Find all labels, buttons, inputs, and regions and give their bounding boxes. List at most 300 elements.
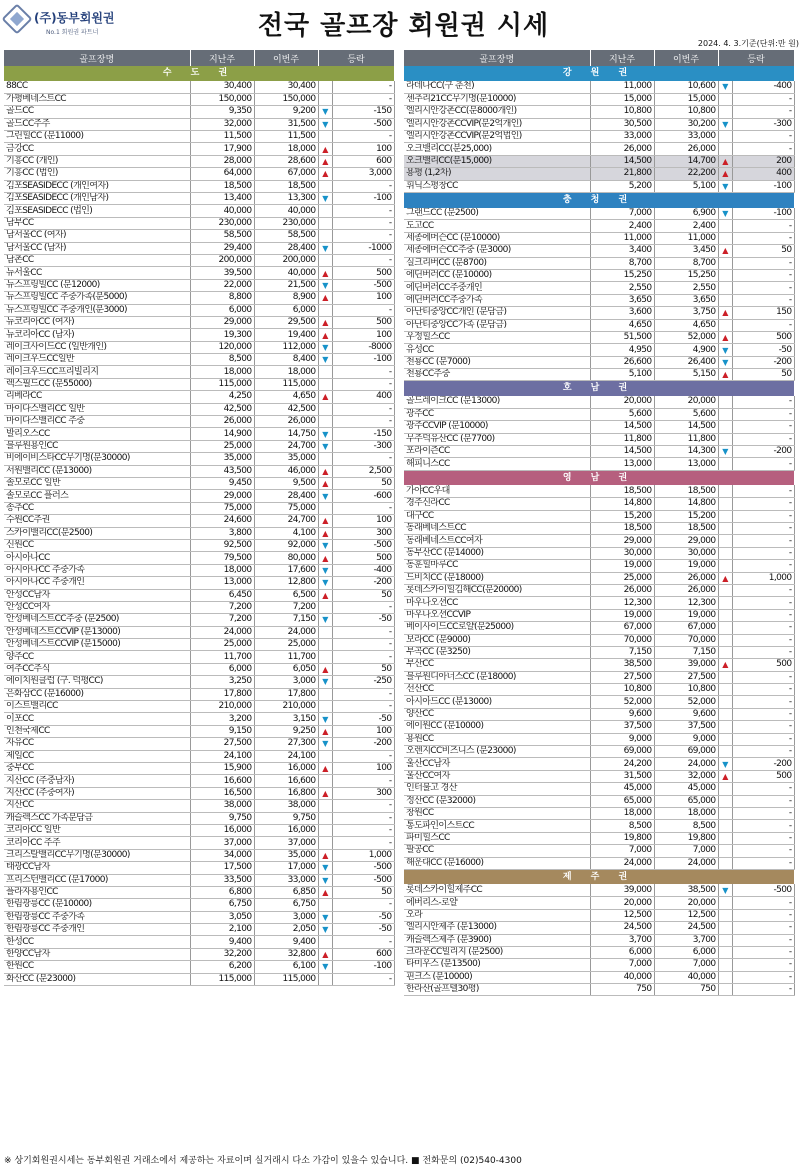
trend-arrow-icon [718,609,732,621]
last-week-price: 18,500 [590,523,654,535]
trend-arrow-icon [718,946,732,958]
club-name: 아난티중앙CC가족 (분담금) [404,319,590,331]
this-week-price: 3,700 [654,934,718,946]
trend-arrow-icon [318,701,332,713]
this-week-price: 150,000 [254,93,318,105]
change-value: -50 [332,614,394,626]
club-name: 천룡CC (분7000) [404,356,590,368]
change-value: - [332,230,394,242]
this-week-price: 10,800 [654,684,718,696]
last-week-price: 30,000 [590,547,654,559]
this-week-price: 11,500 [254,131,318,143]
trend-arrow-icon [718,131,732,143]
change-value: - [732,646,794,658]
table-row [404,269,794,281]
table-row [4,205,394,217]
change-value: - [332,304,394,316]
club-name: 해피니스CC [404,458,590,470]
club-name: 에딘버러CC (분10000) [404,269,590,281]
trend-arrow-icon [318,800,332,812]
last-week-price: 7,000 [590,208,654,220]
up-arrow-icon: ▲ [718,770,732,782]
trend-arrow-icon [318,81,332,93]
club-name: 오크밸리CC(분25,000) [404,143,590,155]
trend-arrow-icon [718,220,732,232]
club-name: 안성CC여자 [4,601,190,613]
last-week-price: 18,500 [190,180,254,192]
change-value: - [332,639,394,651]
table-row [404,783,794,795]
club-name: 포라이즌CC [404,446,590,458]
last-week-price: 6,750 [190,899,254,911]
club-name: 마이다스밸리CC 일반 [4,403,190,415]
change-value: - [332,651,394,663]
table-row [404,356,794,368]
club-name: 울산CC남자 [404,758,590,770]
table-row [404,408,794,420]
last-week-price: 11,700 [190,651,254,663]
trend-arrow-icon [318,973,332,985]
change-value: - [732,909,794,921]
change-value: -1000 [332,242,394,254]
club-name: 아시아드CC (분13000) [404,696,590,708]
change-value: - [732,946,794,958]
club-name: 천룡CC주중 [404,369,590,381]
club-name: 여주CC주식 [4,663,190,675]
this-week-price: 200,000 [254,254,318,266]
club-name: 마우나오션CCVIP [404,609,590,621]
last-week-price: 79,500 [190,552,254,564]
trend-arrow-icon [718,421,732,433]
table-row [404,884,794,896]
this-week-price: 18,000 [254,143,318,155]
last-week-price: 65,000 [590,795,654,807]
table-row [404,634,794,646]
change-value: -200 [732,758,794,770]
this-week-price: 3,450 [654,245,718,257]
this-week-price: 3,750 [654,307,718,319]
last-week-price: 52,000 [590,696,654,708]
last-week-price: 24,000 [590,857,654,869]
change-value: - [332,366,394,378]
this-week-price: 67,000 [254,168,318,180]
last-week-price: 6,200 [190,961,254,973]
this-week-price: 18,000 [254,366,318,378]
trend-arrow-icon [718,897,732,909]
club-name: 골드CC주주 [4,118,190,130]
trend-arrow-icon [718,485,732,497]
this-week-price: 3,000 [254,676,318,688]
price-table-right [404,50,795,996]
change-value: -300 [732,118,794,130]
change-value: 100 [332,143,394,155]
table-row [404,245,794,257]
change-value: -150 [332,428,394,440]
table-row [4,688,394,700]
table-row [4,713,394,725]
change-value: - [732,220,794,232]
club-name: 세종에머슨CC주중 (분3000) [404,245,590,257]
change-value: -600 [332,490,394,502]
trend-arrow-icon [718,319,732,331]
trend-arrow-icon [318,304,332,316]
last-week-price: 3,200 [190,713,254,725]
table-row [404,93,794,105]
change-value: -500 [332,279,394,291]
this-week-price: 5,600 [654,408,718,420]
club-name: 동래베네스트CC [404,523,590,535]
table-row [404,584,794,596]
change-value: - [732,622,794,634]
this-week-price: 3,650 [654,294,718,306]
last-week-price: 5,100 [590,369,654,381]
club-name: 오라 [404,909,590,921]
this-week-price: 9,750 [254,812,318,824]
up-arrow-icon: ▲ [718,331,732,343]
last-week-price: 11,500 [190,131,254,143]
this-week-price: 92,000 [254,539,318,551]
table-row [404,857,794,869]
last-week-price: 2,400 [590,220,654,232]
last-week-price: 7,000 [590,845,654,857]
this-week-price: 2,550 [654,282,718,294]
last-week-price: 7,200 [190,614,254,626]
trend-arrow-icon [318,217,332,229]
up-arrow-icon: ▲ [718,307,732,319]
last-week-price: 24,100 [190,750,254,762]
trend-arrow-icon [318,378,332,390]
club-name: 발리오스CC [4,428,190,440]
table-row [404,909,794,921]
club-name: 부곡CC (분3250) [404,646,590,658]
change-value: 600 [332,948,394,960]
up-arrow-icon: ▲ [318,168,332,180]
this-week-price: 30,400 [254,81,318,93]
last-week-price: 25,000 [190,639,254,651]
table-row [4,886,394,898]
club-name: 캐슬렉스CC 가족분담금 [4,812,190,824]
change-value: - [332,800,394,812]
trend-arrow-icon [718,433,732,445]
table-row [4,626,394,638]
date-unit: 2024. 4. 3.기준(단위:만 원) [697,39,799,48]
last-week-price: 3,800 [190,527,254,539]
down-arrow-icon: ▼ [318,961,332,973]
table-row [4,143,394,155]
up-arrow-icon: ▲ [318,527,332,539]
last-week-price: 40,000 [590,971,654,983]
club-name: 정산CC (분32000) [404,795,590,807]
this-week-price: 24,100 [254,750,318,762]
club-name: 서원밸리CC (분13000) [4,465,190,477]
trend-arrow-icon [718,971,732,983]
this-week-price: 11,800 [654,433,718,445]
club-name: 파미힐스CC [404,832,590,844]
this-week-price: 4,650 [254,391,318,403]
change-value: - [732,408,794,420]
this-week-price: 26,000 [654,143,718,155]
this-week-price: 52,000 [654,331,718,343]
up-arrow-icon: ▲ [718,369,732,381]
this-week-price: 7,150 [654,646,718,658]
table-row [404,498,794,510]
this-week-price: 230,000 [254,217,318,229]
this-week-price: 16,800 [254,787,318,799]
down-arrow-icon: ▼ [718,81,732,93]
this-week-price: 24,000 [654,857,718,869]
change-value: - [732,485,794,497]
change-value: - [732,547,794,559]
last-week-price: 58,500 [190,230,254,242]
change-value: 100 [332,515,394,527]
change-value: -250 [332,676,394,688]
this-week-price: 26,000 [254,416,318,428]
last-week-price: 30,400 [190,81,254,93]
last-week-price: 18,000 [190,564,254,576]
down-arrow-icon: ▼ [718,118,732,130]
club-name: 한림광릉CC 주중가족 [4,911,190,923]
table-row [404,721,794,733]
club-name: 인천국제CC [4,725,190,737]
last-week-price: 115,000 [190,973,254,985]
change-value: 50 [332,589,394,601]
change-value: -500 [332,862,394,874]
down-arrow-icon: ▼ [318,577,332,589]
table-row [404,560,794,572]
club-name: 엘리시안강촌CCVIP(분2억법인) [404,131,590,143]
this-week-price: 6,850 [254,886,318,898]
this-week-price: 12,800 [254,577,318,589]
table-row [4,948,394,960]
last-week-price: 2,100 [190,924,254,936]
club-name: 롯데스카이힐김해CC(분20000) [404,584,590,596]
club-name: 엘리시안강촌CC(분8000개인) [404,106,590,118]
this-week-price: 7,000 [654,845,718,857]
table-row [404,922,794,934]
club-name: 남부CC [4,217,190,229]
this-week-price: 14,750 [254,428,318,440]
change-value: - [732,721,794,733]
trend-arrow-icon [718,708,732,720]
price-table-left [4,50,395,986]
change-value: 50 [732,245,794,257]
last-week-price: 33,500 [190,874,254,886]
change-value: - [732,131,794,143]
col-header-last: 지난주 [590,50,654,66]
club-name: 뉴서울CC [4,267,190,279]
change-value: -50 [732,344,794,356]
this-week-price: 31,500 [254,118,318,130]
this-week-price: 4,100 [254,527,318,539]
table-row [404,369,794,381]
table-row [4,329,394,341]
table-row [4,564,394,576]
change-value: - [332,93,394,105]
club-name: 플라자용인CC [4,886,190,898]
this-week-price: 18,000 [654,807,718,819]
left-column [4,50,394,986]
club-name: 지산CC [4,800,190,812]
last-week-price: 28,000 [190,155,254,167]
this-week-price: 38,000 [254,800,318,812]
region-label: 강 원 권 [404,66,794,81]
club-name: 한성CC [4,936,190,948]
trend-arrow-icon [318,180,332,192]
down-arrow-icon: ▼ [318,874,332,886]
trend-arrow-icon [718,671,732,683]
club-name: 크라운CC빌리지 (분2500) [404,946,590,958]
table-row [404,118,794,130]
table-row [4,254,394,266]
table-row [4,341,394,353]
down-arrow-icon: ▼ [718,356,732,368]
change-value: -100 [332,961,394,973]
club-name: 무주덕유산CC (분7700) [404,433,590,445]
trend-arrow-icon [718,408,732,420]
last-week-price: 230,000 [190,217,254,229]
table-row [404,106,794,118]
down-arrow-icon: ▼ [318,676,332,688]
club-name: 김포SEASIDECC (법인) [4,205,190,217]
club-name: 지산CC (주중여자) [4,787,190,799]
this-week-price: 4,900 [654,344,718,356]
this-week-price: 26,000 [654,584,718,596]
trend-arrow-icon [718,269,732,281]
change-value: -500 [332,539,394,551]
table-row [4,515,394,527]
change-value: - [732,584,794,596]
down-arrow-icon: ▼ [718,446,732,458]
table-body [4,66,394,986]
club-name: 수원CC주권 [4,515,190,527]
table-row [4,787,394,799]
change-value: 50 [332,886,394,898]
this-week-price: 24,500 [654,922,718,934]
this-week-price: 16,000 [254,762,318,774]
change-value: 500 [332,316,394,328]
this-week-price: 6,100 [254,961,318,973]
last-week-price: 16,000 [190,824,254,836]
club-name: 뉴스프링빌CC 주중가족(분5000) [4,292,190,304]
this-week-price: 20,000 [654,396,718,408]
change-value: - [332,205,394,217]
down-arrow-icon: ▼ [318,911,332,923]
club-name: 가야CC우대 [404,485,590,497]
this-week-price: 112,000 [254,341,318,353]
table-row [4,391,394,403]
last-week-price: 75,000 [190,502,254,514]
this-week-price: 19,000 [654,609,718,621]
this-week-price: 115,000 [254,973,318,985]
up-arrow-icon: ▲ [318,762,332,774]
last-week-price: 9,150 [190,725,254,737]
change-value: 50 [332,663,394,675]
change-value: - [332,403,394,415]
table-row [404,959,794,971]
table-row [404,708,794,720]
table-row [4,775,394,787]
this-week-price: 12,500 [654,909,718,921]
table-row [4,800,394,812]
last-week-price: 10,800 [590,684,654,696]
region-label: 충 청 권 [404,193,794,208]
last-week-price: 45,000 [590,783,654,795]
last-week-price: 3,600 [590,307,654,319]
change-value: - [732,232,794,244]
club-name: 아시아나CC 주중개인 [4,577,190,589]
club-name: 솔모로CC 플러스 [4,490,190,502]
region-label: 수 도 권 [4,66,394,81]
change-value: -200 [332,738,394,750]
table-row [404,758,794,770]
change-value: 2,500 [332,465,394,477]
this-week-price: 5,150 [654,369,718,381]
table-row [4,961,394,973]
change-value: -150 [332,106,394,118]
trend-arrow-icon [318,651,332,663]
this-week-price: 9,250 [254,725,318,737]
table-row [404,671,794,683]
club-name: 송추CC [4,502,190,514]
change-value: -50 [332,713,394,725]
last-week-price: 27,500 [190,738,254,750]
last-week-price: 120,000 [190,341,254,353]
trend-arrow-icon [718,535,732,547]
table-row [4,428,394,440]
table-row [404,168,794,180]
down-arrow-icon: ▼ [318,242,332,254]
last-week-price: 750 [590,984,654,996]
club-name: 지산CC (주중남자) [4,775,190,787]
club-name: 뉴코리아CC (여자) [4,316,190,328]
club-name: 마우나오션CC [404,597,590,609]
col-header-last: 지난주 [190,50,254,66]
trend-arrow-icon [718,510,732,522]
change-value: 50 [732,369,794,381]
up-arrow-icon: ▲ [318,391,332,403]
down-arrow-icon: ▼ [318,862,332,874]
change-value: 50 [332,478,394,490]
club-name: 남서울CC (남자) [4,242,190,254]
table-row [4,230,394,242]
this-week-price: 32,000 [654,770,718,782]
last-week-price: 14,500 [590,421,654,433]
last-week-price: 40,000 [190,205,254,217]
last-week-price: 7,000 [590,959,654,971]
club-name: 안성베네스트CC주중 (분2500) [4,614,190,626]
change-value: - [732,597,794,609]
club-name: 프리스턴밸리CC (분17000) [4,874,190,886]
club-name: 아난티중앙CC개인 (분담금) [404,307,590,319]
this-week-price: 13,000 [654,458,718,470]
this-week-price: 42,500 [254,403,318,415]
this-week-price: 24,000 [654,758,718,770]
col-header-name: 골프장명 [404,50,590,66]
down-arrow-icon: ▼ [318,440,332,452]
table-row [4,936,394,948]
down-arrow-icon: ▼ [318,428,332,440]
this-week-price: 7,200 [254,601,318,613]
last-week-price: 17,900 [190,143,254,155]
this-week-price: 37,500 [654,721,718,733]
down-arrow-icon: ▼ [318,924,332,936]
club-name: 동부산CC (분14000) [404,547,590,559]
last-week-price: 7,200 [190,601,254,613]
change-value: - [732,143,794,155]
last-week-price: 29,000 [190,490,254,502]
change-value: - [332,81,394,93]
last-week-price: 26,000 [190,416,254,428]
